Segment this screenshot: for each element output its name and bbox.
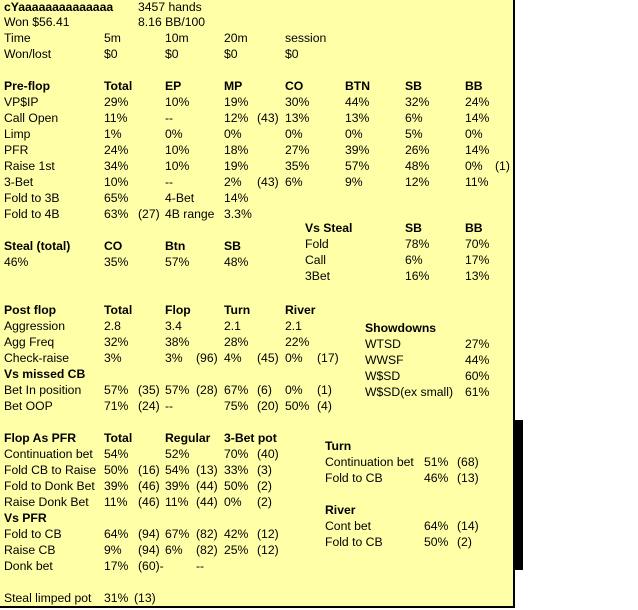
wsd-value: 60% (465, 369, 490, 383)
checkraise-turn-count: (45) (257, 351, 279, 365)
threebet-total: 10% (104, 175, 129, 189)
betinposition-total: 57% (104, 383, 129, 397)
river-contbet-label: Cont bet (325, 519, 372, 533)
checkraise-total: 3% (104, 351, 122, 365)
vspfr-raisecb-3betpot: 25% (224, 543, 249, 557)
wonlost-10m: $0 (165, 47, 179, 61)
foldtodonk-label: Fold to Donk Bet (4, 479, 95, 493)
vpip-co: 30% (285, 95, 310, 109)
preflop-header-sb: SB (405, 79, 422, 93)
steal-sb: 48% (224, 255, 249, 269)
betinposition-label: Bet In position (4, 383, 82, 397)
postflop-header-total: Total (104, 303, 133, 317)
callopen-btn: 13% (345, 111, 370, 125)
time-10m: 10m (165, 31, 189, 45)
raise1st-sb: 48% (405, 159, 430, 173)
player-name: cYaaaaaaaaaaaaaa (4, 0, 114, 14)
pfr-label: PFR (4, 143, 29, 157)
limp-label: Limp (4, 127, 31, 141)
pfr-total: 24% (104, 143, 129, 157)
betinposition-flop-count: (28) (196, 383, 218, 397)
raise1st-label: Raise 1st (4, 159, 55, 173)
betoop-turn: 75% (224, 399, 249, 413)
checkraise-river-count: (17) (317, 351, 339, 365)
wonlost-label: Won/lost (4, 47, 52, 61)
stealpot-count: (13) (134, 591, 156, 605)
steal-co: 35% (104, 255, 129, 269)
contbet-label: Continuation bet (4, 447, 93, 461)
foldcbraise-3betpot: 33% (224, 463, 249, 477)
turn-contbet-label: Continuation bet (325, 455, 414, 469)
betoop-river-count: (4) (317, 399, 332, 413)
vssteal-fold-label: Fold (305, 237, 329, 251)
threebet-mp-count: (43) (257, 175, 279, 189)
limp-btn: 0% (345, 127, 363, 141)
pfr-btn: 39% (345, 143, 370, 157)
betinposition-river: 0% (285, 383, 303, 397)
vpip-btn: 44% (345, 95, 370, 109)
preflop-title: Pre-flop (4, 79, 51, 93)
vssteal-fold-sb: 78% (405, 237, 430, 251)
stealpot-label: Steal limped pot (4, 591, 92, 605)
callopen-sb: 6% (405, 111, 423, 125)
river-title: River (325, 503, 356, 517)
steal-btn: 57% (165, 255, 190, 269)
time-20m: 20m (224, 31, 248, 45)
pfr-bb: 14% (465, 143, 490, 157)
vspfr-donkbet-label: Donk bet (4, 559, 53, 573)
callopen-ep: -- (165, 111, 174, 125)
betinposition-turn: 67% (224, 383, 249, 397)
threebet-label: 3-Bet (4, 175, 34, 189)
vssteal-3bet-sb: 16% (405, 269, 430, 283)
wonlost-session: $0 (285, 47, 299, 61)
foldtodonk-total-count: (46) (138, 479, 160, 493)
foldtodonk-total: 39% (104, 479, 129, 493)
flopaspfr-title: Flop As PFR (4, 431, 76, 445)
vspfr-foldtocb-total-count: (94) (138, 527, 160, 541)
betoop-flop: -- (165, 399, 174, 413)
missedcb-title: Vs missed CB (4, 367, 86, 381)
postflop-header-river: River (285, 303, 316, 317)
foldto3b-label: Fold to 3B (4, 191, 60, 205)
wsd-exsmall-value: 61% (465, 385, 490, 399)
vspfr-raisecb-3betpot-count: (12) (257, 543, 279, 557)
river-foldtocb-count: (2) (457, 535, 472, 549)
river-foldtocb-value: 50% (424, 535, 449, 549)
river-contbet-count: (14) (457, 519, 479, 533)
preflop-header-co: CO (285, 79, 304, 93)
betoop-river: 50% (285, 399, 310, 413)
preflop-header-btn: BTN (345, 79, 371, 93)
turn-foldtocb-value: 46% (424, 471, 449, 485)
vssteal-header-bb: BB (465, 221, 483, 235)
betinposition-turn-count: (6) (257, 383, 272, 397)
raisedonk-regular-count: (44) (196, 495, 218, 509)
aggfreq-total: 32% (104, 335, 129, 349)
foldcbraise-total-count: (16) (138, 463, 160, 477)
foldcbraise-regular-count: (13) (196, 463, 218, 477)
vspfr-raisecb-regular: 6% (165, 543, 183, 557)
steal-total: 46% (4, 255, 29, 269)
vspfr-raisecb-regular-count: (82) (196, 543, 218, 557)
foldcbraise-total: 50% (104, 463, 129, 477)
foldto4b-total: 63% (104, 207, 129, 221)
vspfr-foldtocb-total: 64% (104, 527, 129, 541)
vspfr-donkbet-total: 17% (104, 559, 129, 573)
threebet-mp: 2% (224, 175, 242, 189)
threebet-sb: 12% (405, 175, 430, 189)
limp-ep: 0% (165, 127, 183, 141)
raise1st-bb: 0% (465, 159, 483, 173)
vssteal-call-label: Call (305, 253, 326, 267)
wtsd-value: 27% (465, 337, 490, 351)
vspfr-donkbet-total-count: (60)- (138, 559, 164, 573)
aggression-river: 2.1 (285, 319, 302, 333)
betinposition-river-count: (1) (317, 383, 332, 397)
vspfr-foldtocb-label: Fold to CB (4, 527, 62, 541)
turn-foldtocb-count: (13) (457, 471, 479, 485)
vspfr-donkbet-regular: -- (196, 559, 205, 573)
checkraise-flop: 3% (165, 351, 183, 365)
vpip-total: 29% (104, 95, 129, 109)
flopaspfr-header-total: Total (104, 431, 133, 445)
pfr-co: 27% (285, 143, 310, 157)
turn-foldtocb-label: Fold to CB (325, 471, 383, 485)
hands-count: 3457 hands (138, 0, 202, 14)
preflop-header-bb: BB (465, 79, 483, 93)
raise1st-ep: 10% (165, 159, 190, 173)
aggfreq-flop: 38% (165, 335, 190, 349)
raise1st-total: 34% (104, 159, 129, 173)
vspfr-foldtocb-regular-count: (82) (196, 527, 218, 541)
steal-title: Steal (total) (4, 239, 71, 253)
background-table-strip (515, 420, 523, 570)
time-5m: 5m (104, 31, 121, 45)
turn-contbet-value: 51% (424, 455, 449, 469)
foldcbraise-regular: 54% (165, 463, 190, 477)
foldtodonk-regular: 39% (165, 479, 190, 493)
time-label: Time (4, 31, 31, 45)
flopaspfr-header-regular: Regular (165, 431, 211, 445)
raise1st-co: 35% (285, 159, 310, 173)
river-contbet-value: 64% (424, 519, 449, 533)
contbet-total: 54% (104, 447, 129, 461)
raisedonk-3betpot-count: (2) (257, 495, 272, 509)
vspfr-raisecb-total-count: (94) (138, 543, 160, 557)
time-session: session (285, 31, 327, 45)
vssteal-header-sb: SB (405, 221, 422, 235)
limp-mp: 0% (224, 127, 242, 141)
betoop-label: Bet OOP (4, 399, 53, 413)
raise1st-btn: 57% (345, 159, 370, 173)
callopen-mp: 12% (224, 111, 249, 125)
aggression-flop: 3.4 (165, 319, 182, 333)
background-window-edge (515, 0, 638, 610)
steal-header-sb: SB (224, 239, 241, 253)
betinposition-flop: 57% (165, 383, 190, 397)
threebet-co: 6% (285, 175, 303, 189)
vspfr-foldtocb-regular: 67% (165, 527, 190, 541)
limp-total: 1% (104, 127, 122, 141)
betinposition-total-count: (35) (138, 383, 160, 397)
wsd-exsmall-label: W$SD(ex small) (365, 385, 454, 399)
turn-title: Turn (325, 439, 352, 453)
stealpot-value: 31% (104, 591, 129, 605)
limp-co: 0% (285, 127, 303, 141)
raisedonk-label: Raise Donk Bet (4, 495, 89, 509)
wwsf-value: 44% (465, 353, 490, 367)
betoop-total-count: (24) (138, 399, 160, 413)
vspfr-foldtocb-3betpot: 42% (224, 527, 249, 541)
callopen-bb: 14% (465, 111, 490, 125)
vssteal-3bet-label: 3Bet (305, 269, 331, 283)
fourbet-value: 14% (224, 191, 249, 205)
flopaspfr-header-3betpot: 3-Bet pot (224, 431, 277, 445)
callopen-label: Call Open (4, 111, 59, 125)
postflop-title: Post flop (4, 303, 57, 317)
steal-header-btn: Btn (165, 239, 186, 253)
foldcbraise-label: Fold CB to Raise (4, 463, 97, 477)
betoop-total: 71% (104, 399, 129, 413)
preflop-header-ep: EP (165, 79, 182, 93)
foldtodonk-regular-count: (44) (196, 479, 218, 493)
vssteal-3bet-bb: 13% (465, 269, 490, 283)
foldcbraise-3betpot-count: (3) (257, 463, 272, 477)
raise1st-bb-count: (1) (495, 159, 510, 173)
checkraise-label: Check-raise (4, 351, 70, 365)
wsd-label: W$SD (365, 369, 401, 383)
steal-header-co: CO (104, 239, 123, 253)
pfr-sb: 26% (405, 143, 430, 157)
vspfr-title: Vs PFR (4, 511, 47, 525)
raise1st-mp: 19% (224, 159, 249, 173)
pfr-mp: 18% (224, 143, 249, 157)
vssteal-title: Vs Steal (305, 221, 353, 235)
fourbet-range-value: 3.3% (224, 207, 252, 221)
threebet-btn: 9% (345, 175, 363, 189)
raisedonk-regular: 11% (165, 495, 189, 509)
callopen-co: 13% (285, 111, 310, 125)
foldto4b-count: (27) (138, 207, 160, 221)
wonlost-20m: $0 (224, 47, 238, 61)
foldto4b-label: Fold to 4B (4, 207, 60, 221)
vpip-mp: 19% (224, 95, 249, 109)
foldto3b-total: 65% (104, 191, 129, 205)
limp-sb: 5% (405, 127, 423, 141)
postflop-header-turn: Turn (224, 303, 251, 317)
fourbet-label: 4-Bet (165, 191, 195, 205)
showdowns-title: Showdowns (365, 321, 437, 335)
wtsd-label: WTSD (365, 337, 401, 351)
vpip-ep: 10% (165, 95, 190, 109)
vspfr-raisecb-total: 9% (104, 543, 122, 557)
bb-per-100: 8.16 BB/100 (138, 15, 206, 29)
raisedonk-total: 11% (104, 495, 128, 509)
vssteal-fold-bb: 70% (465, 237, 490, 251)
checkraise-turn: 4% (224, 351, 242, 365)
pfr-ep: 10% (165, 143, 190, 157)
vspfr-foldtocb-3betpot-count: (12) (257, 527, 279, 541)
vpip-sb: 32% (405, 95, 430, 109)
contbet-regular: 52% (165, 447, 190, 461)
threebet-bb: 11% (465, 175, 489, 189)
preflop-header-total: Total (104, 79, 133, 93)
aggfreq-river: 22% (285, 335, 310, 349)
river-foldtocb-label: Fold to CB (325, 535, 383, 549)
postflop-header-flop: Flop (165, 303, 191, 317)
betoop-turn-count: (20) (257, 399, 279, 413)
fourbet-range-label: 4B range (165, 207, 215, 221)
aggfreq-label: Agg Freq (4, 335, 55, 349)
checkraise-river: 0% (285, 351, 303, 365)
vpip-label: VP$IP (4, 95, 39, 109)
limp-bb: 0% (465, 127, 483, 141)
aggression-label: Aggression (4, 319, 65, 333)
checkraise-flop-count: (96) (196, 351, 218, 365)
won-amount: Won $56.41 (4, 15, 70, 29)
preflop-header-mp: MP (224, 79, 243, 93)
contbet-3betpot-count: (40) (257, 447, 279, 461)
threebet-ep: -- (165, 175, 174, 189)
vssteal-call-bb: 17% (465, 253, 490, 267)
wwsf-label: WWSF (365, 353, 404, 367)
vpip-bb: 24% (465, 95, 490, 109)
wonlost-5m: $0 (104, 47, 118, 61)
aggression-total: 2.8 (104, 319, 121, 333)
turn-contbet-count: (68) (457, 455, 479, 469)
callopen-mp-count: (43) (257, 111, 279, 125)
vspfr-raisecb-label: Raise CB (4, 543, 56, 557)
foldtodonk-3betpot: 50% (224, 479, 249, 493)
aggression-turn: 2.1 (224, 319, 241, 333)
foldtodonk-3betpot-count: (2) (257, 479, 272, 493)
contbet-3betpot: 70% (224, 447, 249, 461)
raisedonk-3betpot: 0% (224, 495, 242, 509)
aggfreq-turn: 28% (224, 335, 249, 349)
vssteal-call-sb: 6% (405, 253, 423, 267)
raisedonk-total-count: (46) (138, 495, 160, 509)
callopen-total: 11% (104, 111, 128, 125)
